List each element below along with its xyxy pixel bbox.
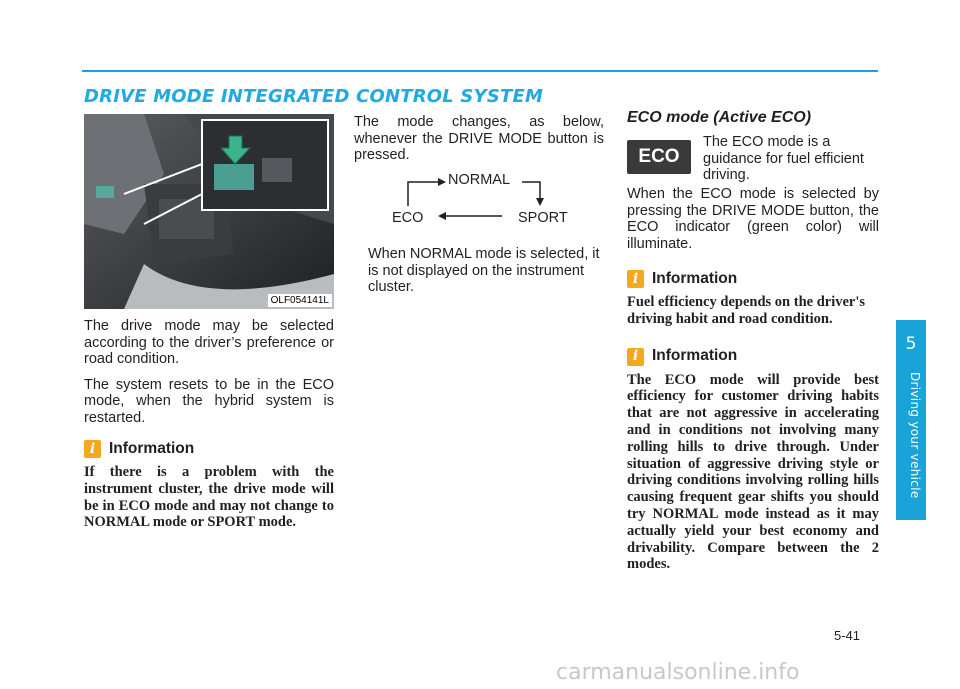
- info-icon: i: [84, 440, 101, 458]
- mode-eco-label: ECO: [392, 210, 424, 226]
- info-body: The ECO mode will provide best efficiency for customer driving habits that are not aggressive in accelerating and in conditions not involving many rolling hills to drive through. Under situation of aggressive driving style or driving conditions involving rolling hills causing frequent gear shifts you should try NORMAL mode instead as it may actually yield your best economy and drivability. Compare between the 2 modes.: [627, 371, 879, 573]
- photo-code: OLF054141L: [268, 294, 332, 307]
- paragraph: The ECO mode is a guidance for fuel efficient driving.: [703, 134, 864, 183]
- console-photo: [84, 114, 334, 309]
- eco-intro: [703, 134, 879, 193]
- chapter-label: Driving your vehicle: [908, 372, 922, 499]
- mode-normal-label: NORMAL: [448, 172, 511, 188]
- mode-sport-label: SPORT: [518, 210, 568, 226]
- info-title: Information: [652, 269, 738, 287]
- header-rule: [82, 70, 878, 72]
- info-icon: i: [627, 270, 644, 288]
- mode-cycle-diagram: [360, 168, 600, 238]
- paragraph: The drive mode may be selected according to the driver’s preference or road condition.: [84, 318, 334, 367]
- info-title: Information: [652, 347, 738, 365]
- column-1: [84, 318, 334, 531]
- info-heading: [84, 440, 334, 458]
- info-body: If there is a problem with the instrument cluster, the drive mode will be in ECO mode and may not change to NORMAL mode or SPORT mode.: [84, 464, 334, 531]
- info-heading: [627, 270, 879, 288]
- info-body: Fuel efficiency depends on the driver's driving habit and road condition.: [627, 294, 866, 327]
- eco-section: [627, 110, 879, 137]
- page-title: DRIVE MODE INTEGRATED CONTROL SYSTEM: [84, 86, 544, 107]
- paragraph: The mode changes, as below, whenever the DRIVE MODE button is pressed.: [354, 114, 604, 163]
- column-2: [354, 114, 604, 173]
- section-heading: ECO mode (Active ECO): [627, 109, 812, 126]
- console-illustration: [84, 114, 334, 309]
- paragraph: When NORMAL mode is selected, it is not displayed on the instrument cluster.: [368, 246, 600, 295]
- eco-indicator-badge: ECO: [627, 140, 691, 174]
- page-number: 5-41: [834, 628, 861, 643]
- paragraph: When the ECO mode is selected by pressing the DRIVE MODE button, the ECO indicator (green color) will illuminate.: [627, 186, 879, 252]
- info-title: Information: [109, 439, 195, 457]
- watermark: carmanualsonline.info: [556, 660, 800, 685]
- column-2-note: [368, 246, 606, 305]
- paragraph: The system resets to be in the ECO mode, when the hybrid system is restarted.: [84, 376, 334, 426]
- chapter-number: 5: [905, 334, 917, 354]
- column-3: [627, 186, 879, 573]
- info-icon: i: [627, 348, 644, 366]
- info-heading: [627, 348, 879, 366]
